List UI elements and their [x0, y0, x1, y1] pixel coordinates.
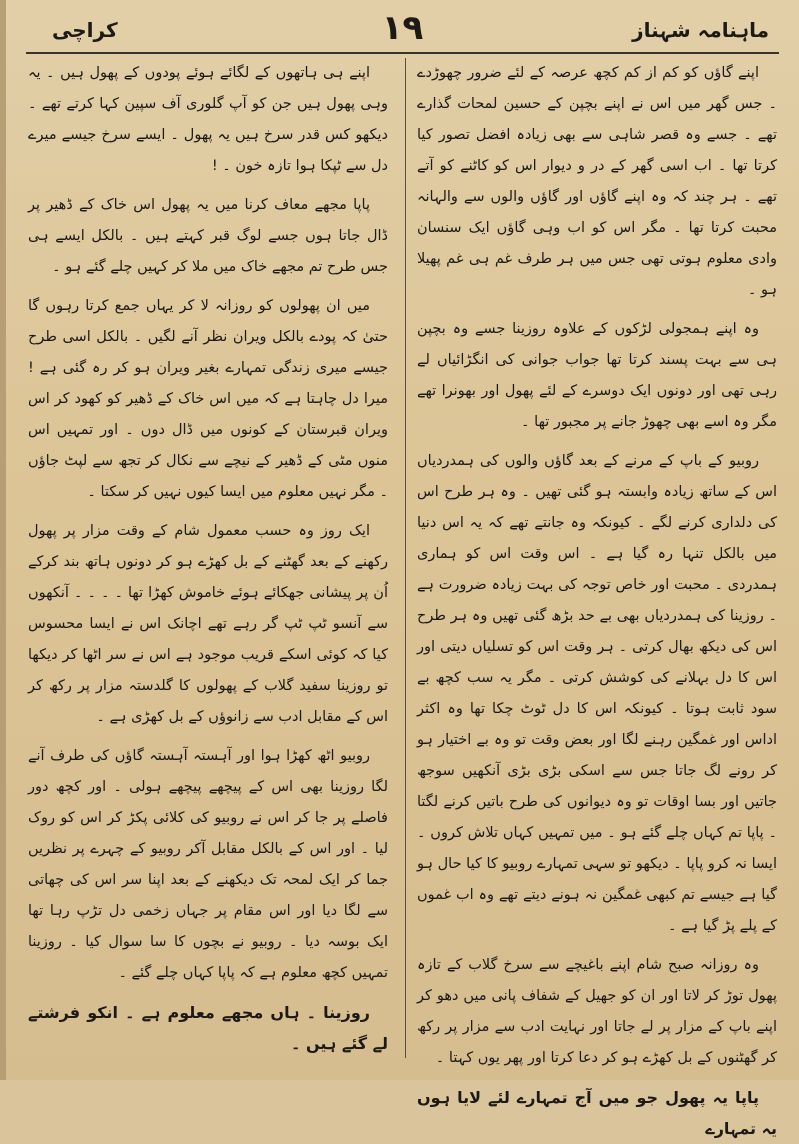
left-column — [28, 58, 388, 1068]
paragraph: اپنے ہی ہاتھوں کے لگائے ہوئے پودوں کے پھول ہیں ۔ یہ وہی پھول ہیں جن کو آپ گلوری آف سپین کہا کرتے تھے ۔ دیکھو کس قدر سرخ ہیں یہ پھول ۔ ایسے سرخ جیسے میرے دل سے ٹپکا ہوا تازہ خون ۔ ! — [28, 65, 388, 174]
right-column — [417, 58, 777, 1138]
paragraph: روبیو کے باپ کے مرنے کے بعد گاؤں والوں کی ہمدردیاں اس کے ساتھ زیادہ وابستہ ہو گئی تھیں ۔ وہ ہر طرح اس کی دلداری کرنے لگے ۔ کیونکہ وہ جانتے تھے کہ یہ اس دنیا میں بالکل تنہا رہ گیا ہے ۔ اس وقت اس کو ہماری ہمدردی ۔ محبت اور خاص توجہ کی بہت زیادہ ضرورت ہے ۔ روزینا کی ہمدردیاں بھی بے حد بڑھ گئی تھیں وہ ہر طرح اس کی دیکھ بھال کرتی ۔ ہر وقت اس کو تسلیاں دیتی اور اس کا دل بہلانے کی کوشش کرتی ۔ مگر یہ سب کچھ بے سود ثابت ہوتا ۔ کیونکہ اس کا دل ٹوٹ چکا تھا وہ اکثر اداس اور غمگین رہنے لگا اور بعض وقت تو وہ بے اختیار ہو کر رونے لگ جاتا جس سے اسکی بڑی بڑی آنکھیں سوجھ جاتیں اور بسا اوقات تو وہ دیوانوں کی طرح باتیں کرنے لگتا ۔ پاپا تم کہاں چلے گئے ہو ۔ میں تمہیں کہاں تلاش کروں ۔ ایسا نہ کرو پاپا ۔ دیکھو تو سہی تمہارے روبیو کا کیا حال ہو گیا ہے جیسے تم کبھی غمگین نہ ہونے دیتے تھے وہ اب غموں کے پلے پڑ گیا ہے ۔ — [417, 453, 777, 934]
paragraph: اپنے گاؤں کو کم از کم کچھ عرصہ کے لئے ضرور چھوڑدے ۔ جس گھر میں اس نے اپنے بچپن کے حسین لمحات گذارے تھے ۔ جسے وہ قصر شاہی سے بھی زیادہ افضل تصور کیا کرتا تھا ۔ اب اسی گھر کے در و دیوار اس کو کاٹنے کو آتے تھے ۔ ہر چند کہ وہ اپنے گاؤں اور گاؤں والوں سے والہانہ محبت کرتا تھا ۔ مگر اس کو اب وہی گاؤں ایک سنسان وادی معلوم ہوتی تھی جس میں ہر طرف غم ہی غم پھیلا ہو ۔ — [417, 65, 777, 298]
city-name: کراچی — [52, 18, 118, 42]
paragraph: روبیو اٹھ کھڑا ہوا اور آہستہ آہستہ گاؤں کی طرف آنے لگا روزینا بھی اس کے پیچھے پیچھے ہولی ۔ اور کچھ دور فاصلے پر جا کر اس نے روبیو کی کلائی پکڑ کر اس کو روک لیا ۔ اور اس کے بالکل مقابل آکر روبیو کے چہرے پر نظریں جما کر ایک لمحہ تک دیکھنے کے بعد اپنا سر اس کی چھاتی سے لگا دیا اور اس مقام پر جہاں زخمی دل تڑپ رہا تھا ایک بوسہ دیا ۔ روبیو نے بچوں کا سا سوال کیا ۔ روزینا تمہیں کچھ معلوم ہے کہ پاپا کہاں چلے گئے ۔ — [28, 748, 388, 981]
paragraph: میں ان پھولوں کو روزانہ لا کر یہاں جمع کرتا رہوں گا حتیٰ کہ پودے بالکل ویران نظر آنے لگیں ۔ بالکل اسی طرح جیسے میری زندگی تمہارے بغیر ویران ہو کر رہ گئی ہے ! میرا دل چاہتا ہے کہ میں اس خاک کے ڈھیر کو کھود کر اس ویران قبرستان کے کونوں میں ڈال دوں ۔ اور تمہیں اس منوں مٹی کے ڈھیر کے نیچے سے نکال کر تجھ سے لپٹ جاؤں ۔ مگر نہیں معلوم میں ایسا کیوں نہیں کر سکتا ۔ — [28, 298, 388, 500]
paragraph: پاپا یہ پھول جو میں آج تمہارے لئے لایا ہوں یہ تمہارے — [417, 1088, 777, 1138]
column-divider — [405, 58, 406, 1058]
paragraph: وہ اپنے ہمجولی لڑکوں کے علاوہ روزینا جسے وہ بچپن ہی سے بہت پسند کرتا تھا جواب جوانی کی انگڑائیاں لے رہی تھی اور دونوں ایک دوسرے کے لئے پھول اور بھونرا تھے مگر وہ اسے بھی چھوڑ جانے پر مجبور تھا ۔ — [417, 321, 777, 430]
page-header — [26, 6, 779, 54]
magazine-title: ماہنامہ شہناز — [632, 18, 769, 42]
paragraph: ایک روز وہ حسب معمول شام کے وقت مزار پر پھول رکھنے کے بعد گھٹنے کے بل کھڑے ہو کر دونوں ہاتھ بند کرکے اُن پر پیشانی جھکائے ہوئے خاموش کھڑا تھا ۔ ۔ ۔ ۔ آنکھوں سے آنسو ٹپ ٹپ گر رہے تھے اچانک اس نے ایسا محسوس کیا کہ کوئی اسکے قریب موجود ہے اس نے سر اٹھا کر دیکھا تو روزینا سفید گلاب کے پھولوں کا گلدستہ مزار پر رکھ کر اس کے مقابل ادب سے زانوؤں کے بل کھڑی ہے ۔ — [28, 523, 388, 725]
paragraph: روزینا ۔ ہاں مجھے معلوم ہے ۔ انکو فرشتے لے گئے ہیں ۔ — [28, 1003, 388, 1053]
page-number: ١٩ — [381, 8, 424, 48]
paragraph: پاپا مجھے معاف کرنا میں یہ پھول اس خاک کے ڈھیر پر ڈال جاتا ہوں جسے لوگ قبر کہتے ہیں ۔ بالکل ایسے ہی جس طرح تم مجھے خاک میں ملا کر کہیں چلے گئے ہو ۔ — [28, 197, 388, 275]
paragraph: وہ روزانہ صبح شام اپنے باغیچے سے سرخ گلاب کے تازہ پھول توڑ کر لاتا اور ان کو جھیل کے شفاف پانی میں دھو کر اپنے باپ کے مزار پر لے جاتا اور نہایت ادب سے مزار پر رکھ کر گھٹنوں کے بل کھڑے ہو کر دعا کرتا اور پھر یوں کہتا ۔ — [417, 957, 777, 1066]
